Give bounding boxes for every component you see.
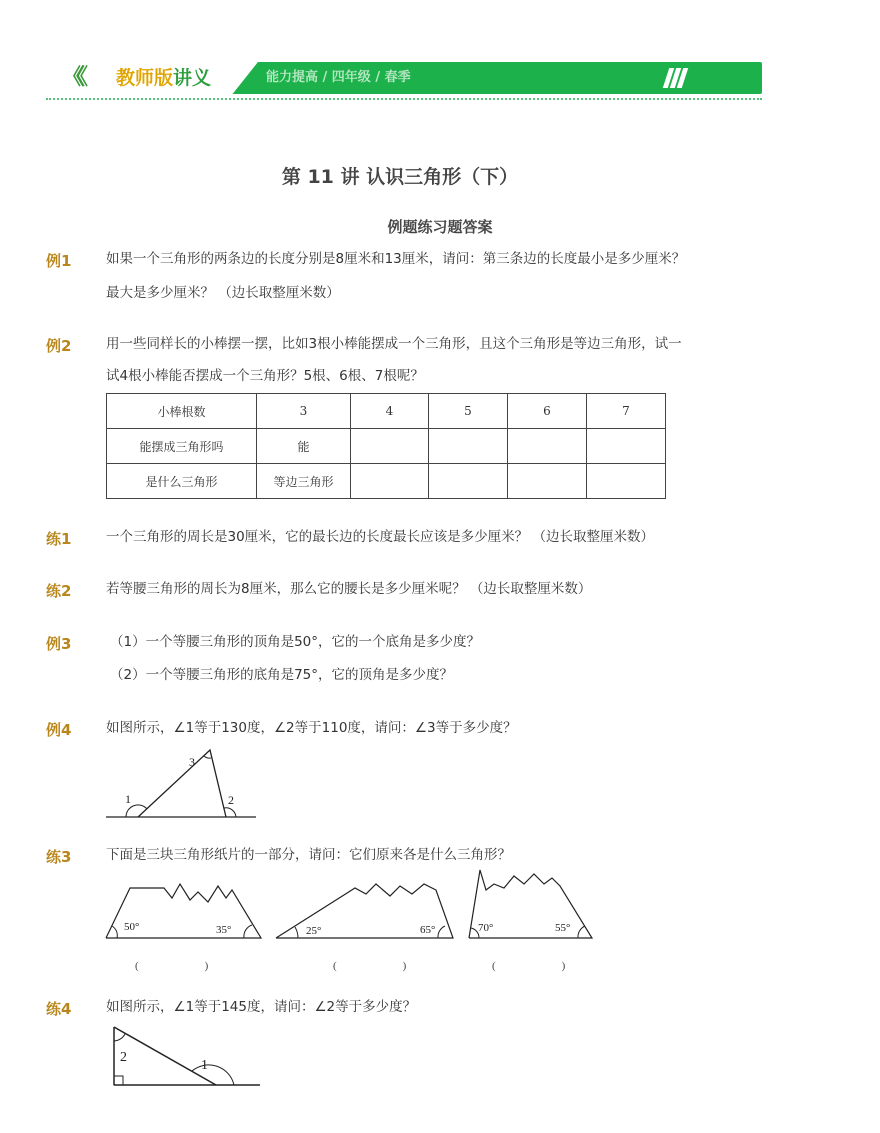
- table-cell: 能摆成三角形吗: [107, 429, 257, 464]
- pr4-hypotenuse: [114, 1027, 216, 1085]
- table-cell: [508, 429, 587, 464]
- table-cell: 小棒根数: [107, 394, 257, 429]
- breadcrumb: 能力提高 / 四年级 / 春季: [266, 70, 411, 85]
- pr4-angle-label-2: 2: [120, 1050, 127, 1065]
- header-divider: [46, 98, 762, 100]
- pr3-fragment-2-left-angle: 25°: [306, 925, 322, 937]
- item-text-ex2-line1: 用一些同样长的小棒摆一摆，比如3根小棒能摆成一个三角形，且这个三角形是等边三角形，试一: [106, 336, 682, 352]
- sticks-table: [106, 393, 666, 499]
- header-title: 教师版讲义: [116, 67, 212, 89]
- ex4-triangle: [138, 750, 226, 817]
- pr3-fragment-2: [276, 884, 453, 938]
- item-text-pr2-line1: 若等腰三角形的周长为8厘米，那么它的腰长是多少厘米呢？ （边长取整厘米数）: [106, 581, 592, 597]
- item-label-ex4: 例4: [46, 721, 72, 739]
- table-row: [107, 429, 666, 464]
- item-text-ex3-line2: （2）一个等腰三角形的底角是75°，它的顶角是多少度？: [110, 667, 454, 683]
- item-text-ex2-line2: 试4根小棒能否摆成一个三角形？5根、6根、7根呢？: [106, 368, 424, 384]
- pr4-angle-label-1: 1: [201, 1058, 208, 1073]
- pr4-angle2-arc: [114, 1034, 125, 1041]
- brand-logo: [666, 66, 823, 90]
- item-text-ex1-line1: 如果一个三角形的两条边的长度分别是8厘米和13厘米，请问：第三条边的长度最小是多少厘米？: [106, 251, 686, 267]
- pr3-fragment-1-left-angle: 50°: [124, 921, 140, 933]
- item-text-ex4-line1: 如图所示，∠1等于130度，∠2等于110度，请问：∠3等于多少度？: [106, 720, 517, 736]
- ex4-angle3-arc: [204, 756, 211, 758]
- pr3-figures: [100, 870, 600, 945]
- table-cell: 7: [587, 394, 666, 429]
- item-label-pr4: 练4: [46, 1000, 72, 1018]
- item-label-pr1: 练1: [46, 530, 72, 548]
- table-cell: 6: [508, 394, 587, 429]
- pr3-fragment-3: [469, 870, 592, 938]
- pr3-answer-blank-1: ( ): [135, 960, 209, 972]
- pr3-fragment-2-right-angle: 65°: [420, 924, 436, 936]
- ex4-figure: [100, 745, 270, 825]
- pr4-figure: [108, 1023, 268, 1093]
- table-cell: 5: [429, 394, 508, 429]
- table-cell: 4: [351, 394, 429, 429]
- table-cell: 等边三角形: [257, 464, 351, 499]
- item-label-ex2: 例2: [46, 337, 72, 355]
- item-label-pr2: 练2: [46, 582, 72, 600]
- pr3-fragment-1-right-angle: 35°: [216, 924, 232, 936]
- header-banner: [46, 62, 823, 94]
- page-title: 第 11 讲 认识三角形（下）: [281, 166, 519, 188]
- pr4-right-angle-mark: [114, 1076, 123, 1085]
- table-cell: [429, 464, 508, 499]
- table-row: [107, 394, 666, 429]
- item-label-ex1: 例1: [46, 252, 72, 270]
- table-cell: 能: [257, 429, 351, 464]
- item-label-pr3: 练3: [46, 848, 72, 866]
- table-cell: [587, 429, 666, 464]
- pr3-answer-blank-2: ( ): [333, 960, 407, 972]
- page-subtitle: 例题练习题答案: [387, 218, 493, 236]
- item-text-pr1-line1: 一个三角形的周长是30厘米，它的最长边的长度最长应该是多少厘米？ （边长取整厘米数）: [106, 529, 654, 545]
- ex4-angle-label-2: 2: [228, 793, 234, 807]
- pr3-answer-blank-3: ( ): [492, 960, 566, 972]
- right-arrows-icon: 》》: [226, 65, 246, 90]
- table-cell: 3: [257, 394, 351, 429]
- left-arrows-icon: 《《: [62, 65, 82, 90]
- logo-text: 爱学习: [772, 68, 823, 88]
- table-row: [107, 464, 666, 499]
- logo-mark-icon: [666, 68, 685, 88]
- pr3-fragment-1: [106, 884, 261, 938]
- table-cell: 是什么三角形: [107, 464, 257, 499]
- table-cell: [351, 464, 429, 499]
- pr3-fragment-3-right-angle: 55°: [555, 922, 571, 934]
- table-cell: [429, 429, 508, 464]
- pr3-fragment-3-left-angle: 70°: [478, 922, 494, 934]
- item-text-ex3-line1: （1）一个等腰三角形的顶角是50°，它的一个底角是多少度？: [110, 634, 481, 650]
- item-text-pr3-line1: 下面是三块三角形纸片的一部分，请问：它们原来各是什么三角形？: [106, 847, 511, 863]
- item-label-ex3: 例3: [46, 635, 72, 653]
- table-cell: [508, 464, 587, 499]
- item-text-ex1-line2: 最大是多少厘米？ （边长取整厘米数）: [106, 285, 340, 301]
- table-cell: [351, 429, 429, 464]
- item-text-pr4-line1: 如图所示，∠1等于145度，请问：∠2等于多少度？: [106, 999, 417, 1015]
- table-cell: [587, 464, 666, 499]
- ex4-angle-label-1: 1: [125, 792, 131, 806]
- ex4-angle-label-3: 3: [189, 755, 195, 769]
